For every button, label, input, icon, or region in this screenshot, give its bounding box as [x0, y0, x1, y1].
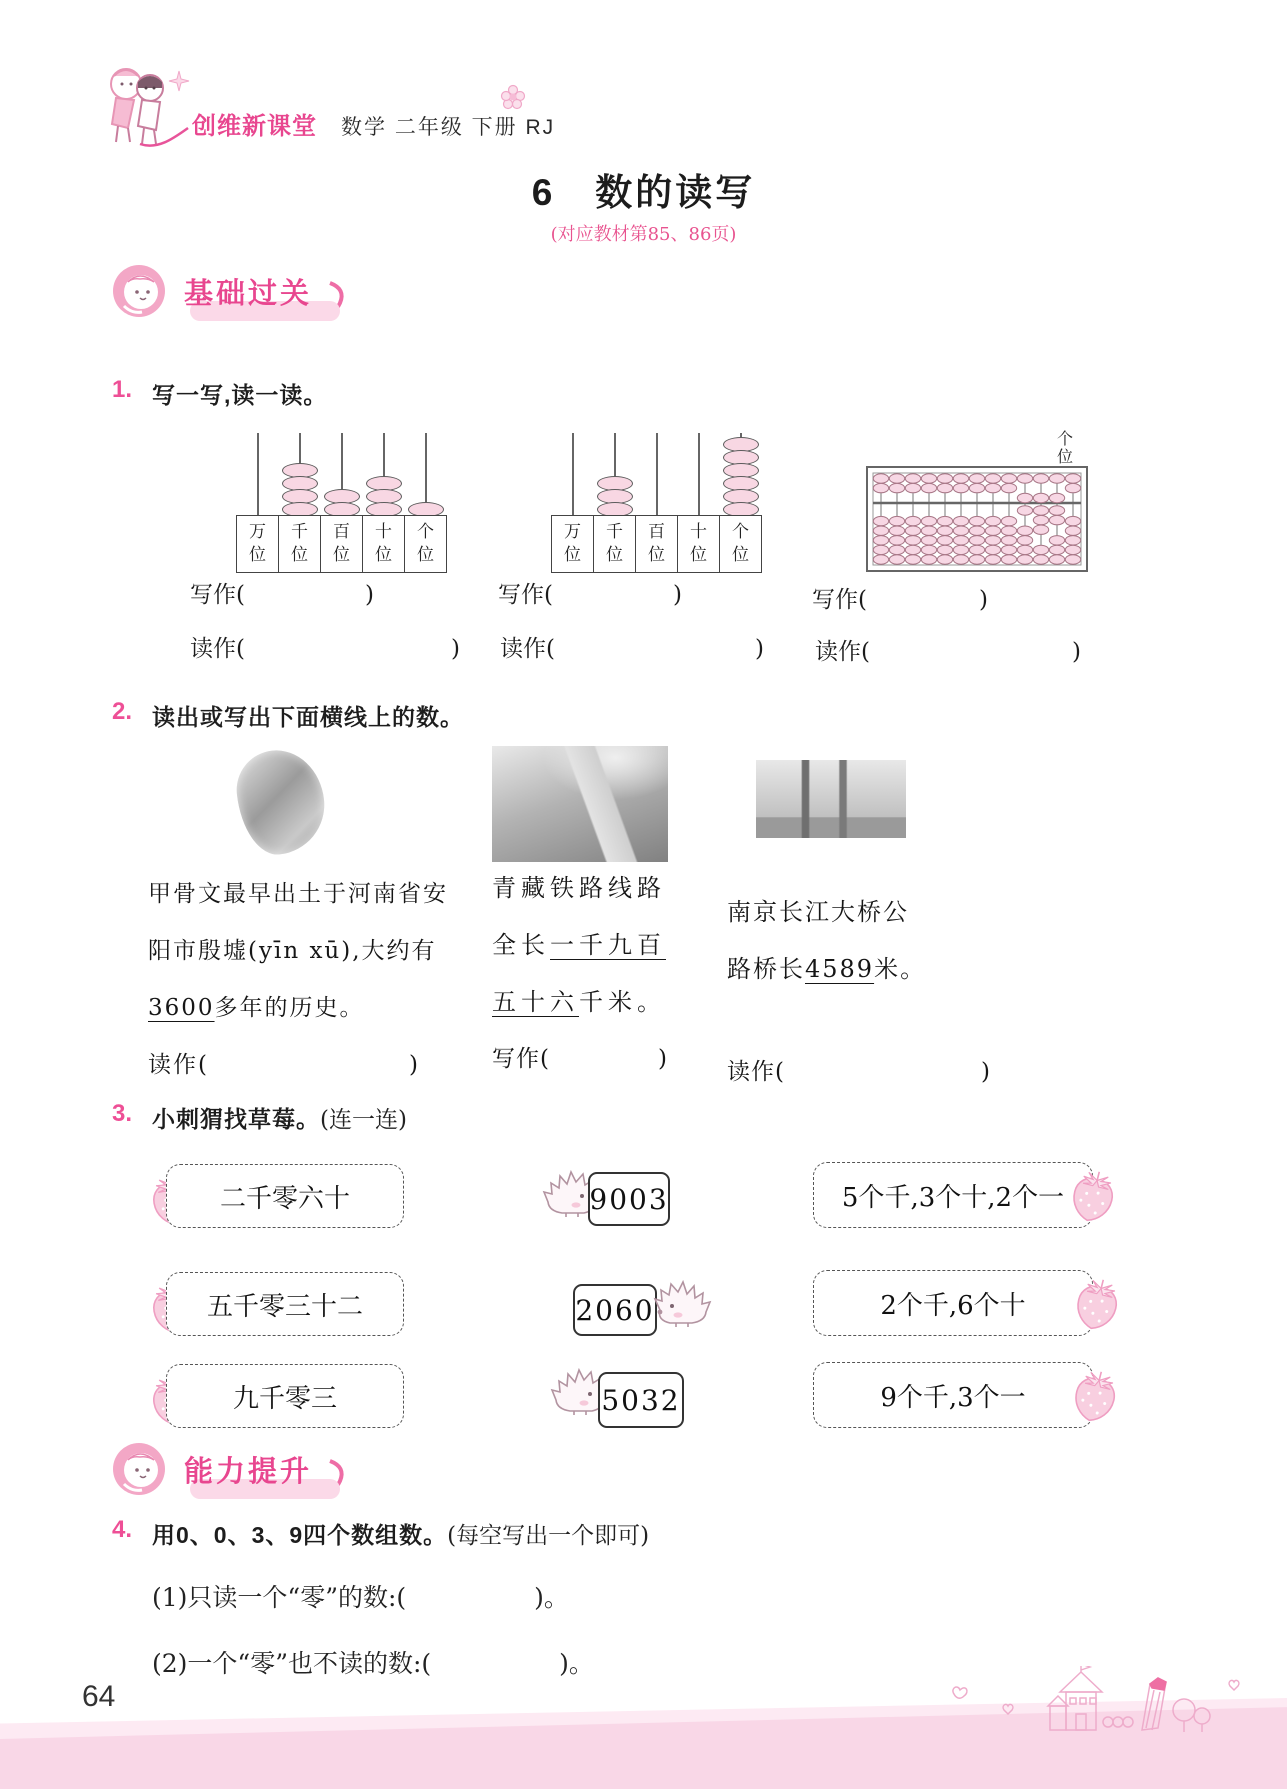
- abacus-diagram-a: [237, 433, 447, 573]
- read-label: 读作(: [500, 636, 555, 662]
- q2-stem: 读出或写出下面横线上的数。: [152, 704, 464, 730]
- q2-text-post: 千米。: [579, 988, 666, 1016]
- underlined-number: 4589: [805, 955, 875, 983]
- flower-decoration-top: [498, 82, 528, 117]
- q1c-read-blank: [815, 633, 1081, 666]
- abacus-rod-十位: 十位: [363, 433, 405, 573]
- lesson-title-text: 数的读写: [595, 172, 756, 213]
- write-label: 写作(: [498, 582, 553, 608]
- q3-stem-row: [152, 1101, 407, 1134]
- q2-item-bridge: [727, 884, 991, 1101]
- read-label: 读作(: [148, 1052, 209, 1078]
- castle-illustration: [946, 1666, 1246, 1741]
- abacus-rod-个位: 个位: [405, 433, 447, 573]
- lesson-number: 6: [531, 172, 556, 213]
- abacus-rod-百位: 百位: [636, 433, 678, 573]
- close-paren: )。: [559, 1649, 594, 1678]
- q4-stem-row: [152, 1517, 649, 1550]
- q4-sub-1: [152, 1578, 569, 1614]
- match-box-number[interactable]: 5032: [598, 1372, 684, 1428]
- section-header-basic: [110, 262, 348, 320]
- match-box-number[interactable]: 2060: [573, 1284, 657, 1336]
- q3-stem: 小刺猬找草莓。: [152, 1106, 320, 1132]
- q1-stem: 写一写,读一读。: [152, 382, 328, 408]
- abacus-rod-十位: 十位: [678, 433, 720, 573]
- q2-write-blank: [492, 1031, 684, 1088]
- q2-text: 青藏铁路线路全长: [492, 874, 666, 959]
- abacus-rod-百位: 百位: [321, 433, 363, 573]
- page-title: [0, 162, 1287, 216]
- q1-number: 1.: [112, 376, 133, 403]
- hedgehog-icon: [652, 1270, 712, 1330]
- textbook-reference: (对应教材第85、86页): [550, 224, 737, 245]
- abacus-rod-千位: 千位: [594, 433, 636, 573]
- q2-item-oracle: [148, 866, 448, 1094]
- q1b-write-blank: [498, 576, 682, 609]
- page-number: 64: [82, 1680, 116, 1713]
- q2-item-railway: [492, 860, 684, 1088]
- close-paren: ): [1071, 639, 1081, 665]
- read-label: 读作(: [727, 1059, 785, 1085]
- suanpan-unit-label: 个位: [1056, 429, 1073, 467]
- sparkle-icon: [168, 70, 190, 92]
- q4-number: 4.: [112, 1516, 133, 1543]
- write-label: 写作(: [812, 587, 867, 613]
- abacus-rod-万位: 万位: [552, 433, 594, 573]
- railway-photo: [492, 746, 668, 862]
- q2-read-blank: [148, 1037, 448, 1094]
- brand-name: 创维新课堂: [192, 113, 317, 140]
- q1c-write-blank: [812, 581, 988, 614]
- match-box-words[interactable]: 五千零三十二: [166, 1272, 404, 1336]
- q2-text-post: 米。: [874, 955, 927, 983]
- section-title-basic: 基础过关: [176, 269, 320, 314]
- match-box-words[interactable]: 二千零六十: [166, 1164, 404, 1228]
- q4-hint: (每空写出一个即可): [447, 1523, 650, 1549]
- suanpan-abacus-illustration: [866, 466, 1088, 572]
- q3-hint: (连一连): [320, 1107, 407, 1133]
- q2-text: 南京长江大桥公路桥长: [727, 898, 909, 983]
- close-paren: ): [978, 587, 988, 613]
- read-label: 读作(: [815, 639, 870, 665]
- write-label: 写作(: [190, 582, 245, 608]
- q4-stem: 用0、0、3、9四个数组数。: [152, 1522, 448, 1548]
- q2-text-post: 多年的历史。: [214, 995, 365, 1021]
- close-paren: ): [364, 582, 374, 608]
- abacus-rod-万位: 万位: [237, 433, 279, 573]
- close-paren: )。: [534, 1583, 569, 1612]
- girl-face-icon: [110, 262, 168, 320]
- match-box-words[interactable]: 九千零三: [166, 1364, 404, 1428]
- q2-number: 2.: [112, 698, 133, 725]
- match-box-composition[interactable]: 5个千,3个十,2个一: [813, 1162, 1093, 1228]
- match-box-composition[interactable]: 9个千,3个一: [813, 1362, 1093, 1428]
- write-label: 写作(: [492, 1046, 550, 1072]
- match-box-composition[interactable]: 2个千,6个十: [813, 1270, 1093, 1336]
- section-header-advanced: [110, 1440, 348, 1498]
- read-label: 读作(: [190, 636, 245, 662]
- close-paren: ): [672, 582, 682, 608]
- brand-swoosh: [138, 122, 190, 148]
- q3-number: 3.: [112, 1100, 133, 1127]
- q1a-write-blank: [190, 576, 374, 609]
- q4-sub-text: (2)一个“零”也不读的数:(: [152, 1649, 432, 1678]
- q2-text: 甲骨文最早出土于河南省安阳市殷墟(yīn xū),大约有: [148, 881, 448, 964]
- abacus-rod-千位: 千位: [279, 433, 321, 573]
- q1a-read-blank: [190, 630, 460, 663]
- section-title-advanced: 能力提升: [176, 1447, 320, 1492]
- close-paren: ): [754, 636, 764, 662]
- underlined-number: 一千九百五十六: [492, 931, 666, 1016]
- q4-sub-text: (1)只读一个“零”的数:(: [152, 1583, 407, 1612]
- girl-face-icon: [110, 1440, 168, 1498]
- abacus-diagram-b: [552, 433, 762, 573]
- q2-read-blank: [727, 1044, 991, 1101]
- abacus-rod-个位: 个位: [720, 433, 762, 573]
- underlined-number: 3600: [148, 995, 215, 1021]
- q1b-read-blank: [500, 630, 764, 663]
- oracle-bone-photo: [233, 746, 329, 858]
- close-paren: ): [408, 1052, 420, 1078]
- match-box-number[interactable]: 9003: [588, 1172, 670, 1226]
- bridge-photo: [756, 760, 906, 838]
- close-paren: ): [657, 1046, 668, 1072]
- close-paren: ): [450, 636, 460, 662]
- q4-sub-2: [152, 1644, 594, 1680]
- edition-info: 数学 二年级 下册 RJ: [341, 116, 556, 139]
- close-paren: ): [980, 1059, 991, 1085]
